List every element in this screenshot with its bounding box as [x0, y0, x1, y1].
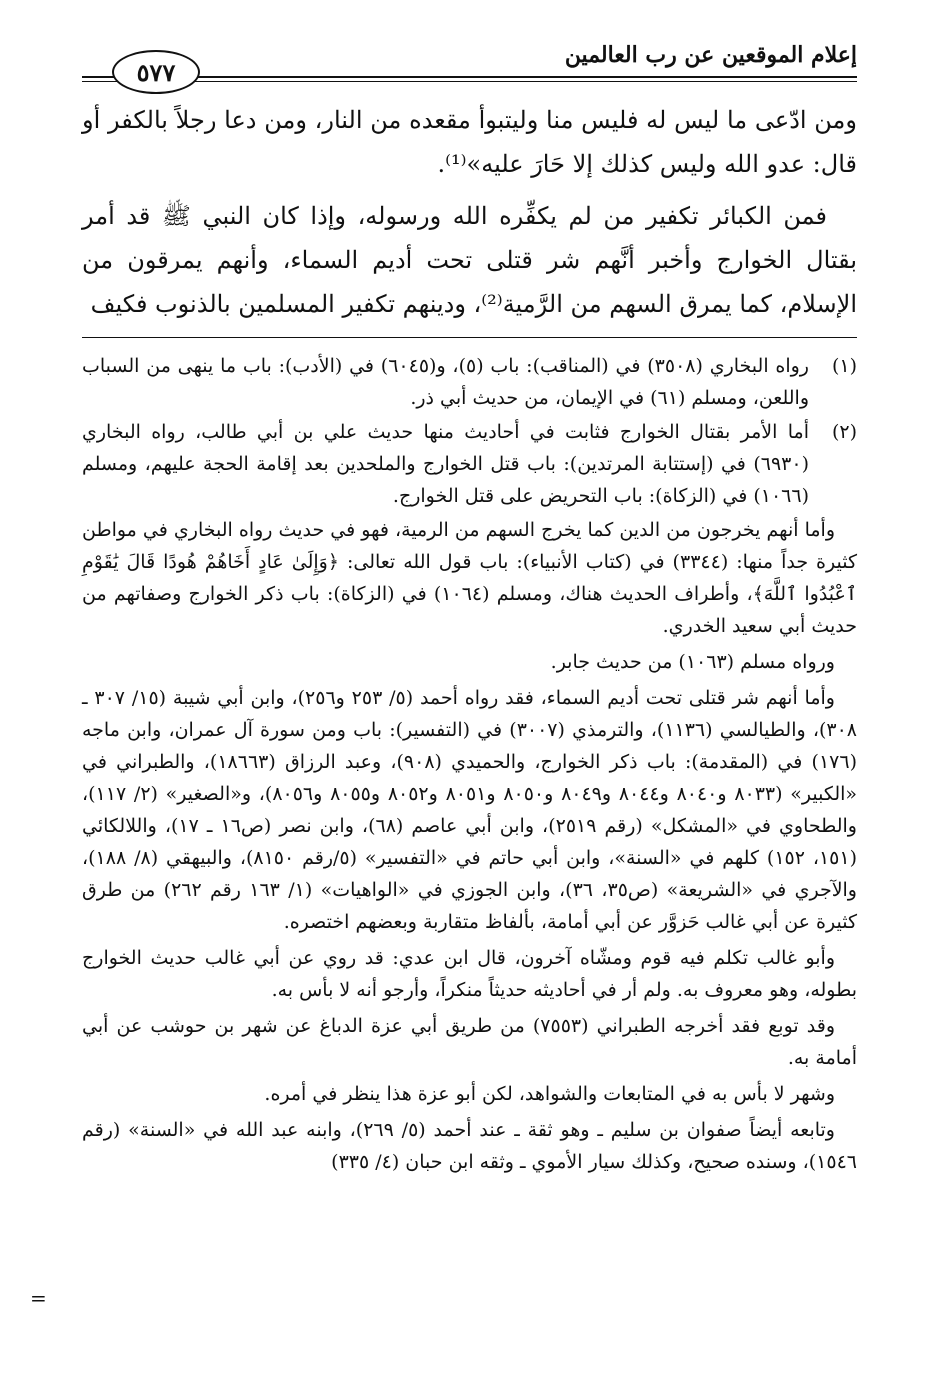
footnote-paragraph: وأبو غالب تكلم فيه قوم ومشّاه آخرون، قال ابن عدي: قد روي عن أبي غالب حديث الخوارج بطوله، وهو معروف به. ولم أر في أحاديثه حديثاً منكراً، وأرجو أنه لا بأس به.: [82, 947, 857, 1001]
footnotes: [82, 350, 857, 1182]
footnote-paragraph: ورواه مسلم (١٠٦٣) من حديث جابر.: [550, 651, 835, 673]
footnote-separator: [82, 337, 857, 338]
footnote-text: أما الأمر بقتال الخوارج فثابت في أحاديث منها حديث علي بن أبي طالب، رواه البخاري (٦٩٣٠) في (إستتابة المرتدين): باب قتل الخوارج والملحدين بعد إقامة الحجة عليهم، ومسلم (١٠٦٦) في (الزكاة): باب التحريض على قتل الخوارج.: [82, 421, 809, 507]
page-number: ٥٧٧: [112, 50, 200, 94]
footnote: [82, 416, 857, 512]
footnote-paragraph: وشهر لا بأس به في المتابعات والشواهد، لكن أبو عزة هذا ينظر في أمره.: [264, 1083, 835, 1105]
main-text: [82, 98, 857, 326]
main-paragraph: ومن ادّعى ما ليس له فليس منا وليتبوأ مقعده من النار، ومن دعا رجلاً بالكفر أو قال: عدو الله وليس كذلك إلا حَارَ عليه»⁽¹⁾.: [82, 106, 857, 178]
footnote-number: (٢): [831, 421, 857, 443]
book-title: إعلام الموقعين عن رب العالمين: [564, 42, 857, 68]
footnote: [82, 350, 857, 414]
footnote-text: رواه البخاري (٣٥٠٨) في (المناقب): باب (٥)، و(٦٠٤٥) في (الأدب): باب ما ينهى من السباب واللعن، ومسلم (٦١) في الإيمان، من حديث أبي ذر.: [82, 355, 809, 409]
footnote-paragraph: وأما أنهم شر قتلى تحت أديم السماء، فقد رواه أحمد (٥/ ٢٥٣ و٢٥٦)، وابن أبي شيبة (١٥/ ٣٠٧ ـ ٣٠٨)، والطيالسي (١١٣٦)، والترمذي (٣٠٠٧) في (التفسير): باب ومن سورة آل عمران، وابن ماجه (١٧٦) في (المقدمة): باب ذكر الخوارج، والحميدي (٩٠٨)، وعبد الرزاق (١٨٦٦٣)، والطبراني في «الكبير» (٨٠٣٣ و٨٠٤٠ و٨٠٤٤ و٨٠٤٩ و٨٠٥٠ و٨٠٥١ و٨٠٥٢ و٨٠٥٥ و٨٠٥٦)، و«الصغير» (٢/ ١١٧)، والطحاوي في «المشكل» (رقم ٢٥١٩)، وابن أبي عاصم (٦٨)، وابن نصر (ص١٦ ـ ١٧)، واللالكائي (١٥١، ١٥٢) كلهم في «السنة»، وابن أبي حاتم في «التفسير» (٥/رقم ٨١٥٠)، والبيهقي (٨/ ١٨٨)، والآجري في «الشريعة» (ص٣٥، ٣٦)، وابن الجوزي في «الواهيات» (١/ ١٦٣ رقم ٢٦٢) من طرق كثيرة عن أبي غالب حَزوَّر عن أبي أمامة، بألفاظ متقاربة وبعضهم اختصره.: [82, 687, 858, 933]
footnote-paragraph: وأما أنهم يخرجون من الدين كما يخرج السهم من الرمية، فهو في حديث رواه البخاري في مواطن كثيرة جداً منها: (٣٣٤٤) في (كتاب الأنبياء): باب قول الله تعالى: ﴿وَإِلَىٰ عَادٍ أَخَاهُمْ هُودًا قَالَ يَٰقَوْمِ ٱعْبُدُوا ٱللَّهَ﴾، وأطراف الحديث هناك، ومسلم (١٠٦٤) في (الزكاة): باب ذكر الخوارج وصفاتهم من حديث أبي سعيد الخدري.: [82, 519, 858, 637]
footnote-paragraph: وقد توبع فقد أخرجه الطبراني (٧٥٥٣) من طريق أبي عزة الدباغ عن شهر بن حوشب عن أبي أمامة به.: [82, 1015, 857, 1069]
page-header: [82, 36, 857, 86]
footnote-number: (١): [831, 355, 857, 377]
continuation-mark: =: [30, 1286, 47, 1310]
header-rule-thin: [82, 81, 857, 82]
main-paragraph: فمن الكبائر تكفير من لم يكفِّره الله ورسوله، وإذا كان النبي ﷺ قد أمر بقتال الخوارج وأخبر أنَّهم شر قتلى تحت أديم السماء، وأنهم يمرقون من الإسلام، كما يمرق السهم من الرَّمية⁽²⁾، ودينهم تكفير المسلمين بالذنوب فكيف: [82, 202, 857, 318]
footnote-paragraph: وتابعه أيضاً صفوان بن سليم ـ وهو ثقة ـ عند أحمد (٥/ ٢٦٩)، وابنه عبد الله في «السنة» (رقم ١٥٤٦)، وسنده صحيح، وكذلك سيار الأموي ـ وثقه ابن حبان (٤/ ٣٣٥): [82, 1119, 857, 1173]
